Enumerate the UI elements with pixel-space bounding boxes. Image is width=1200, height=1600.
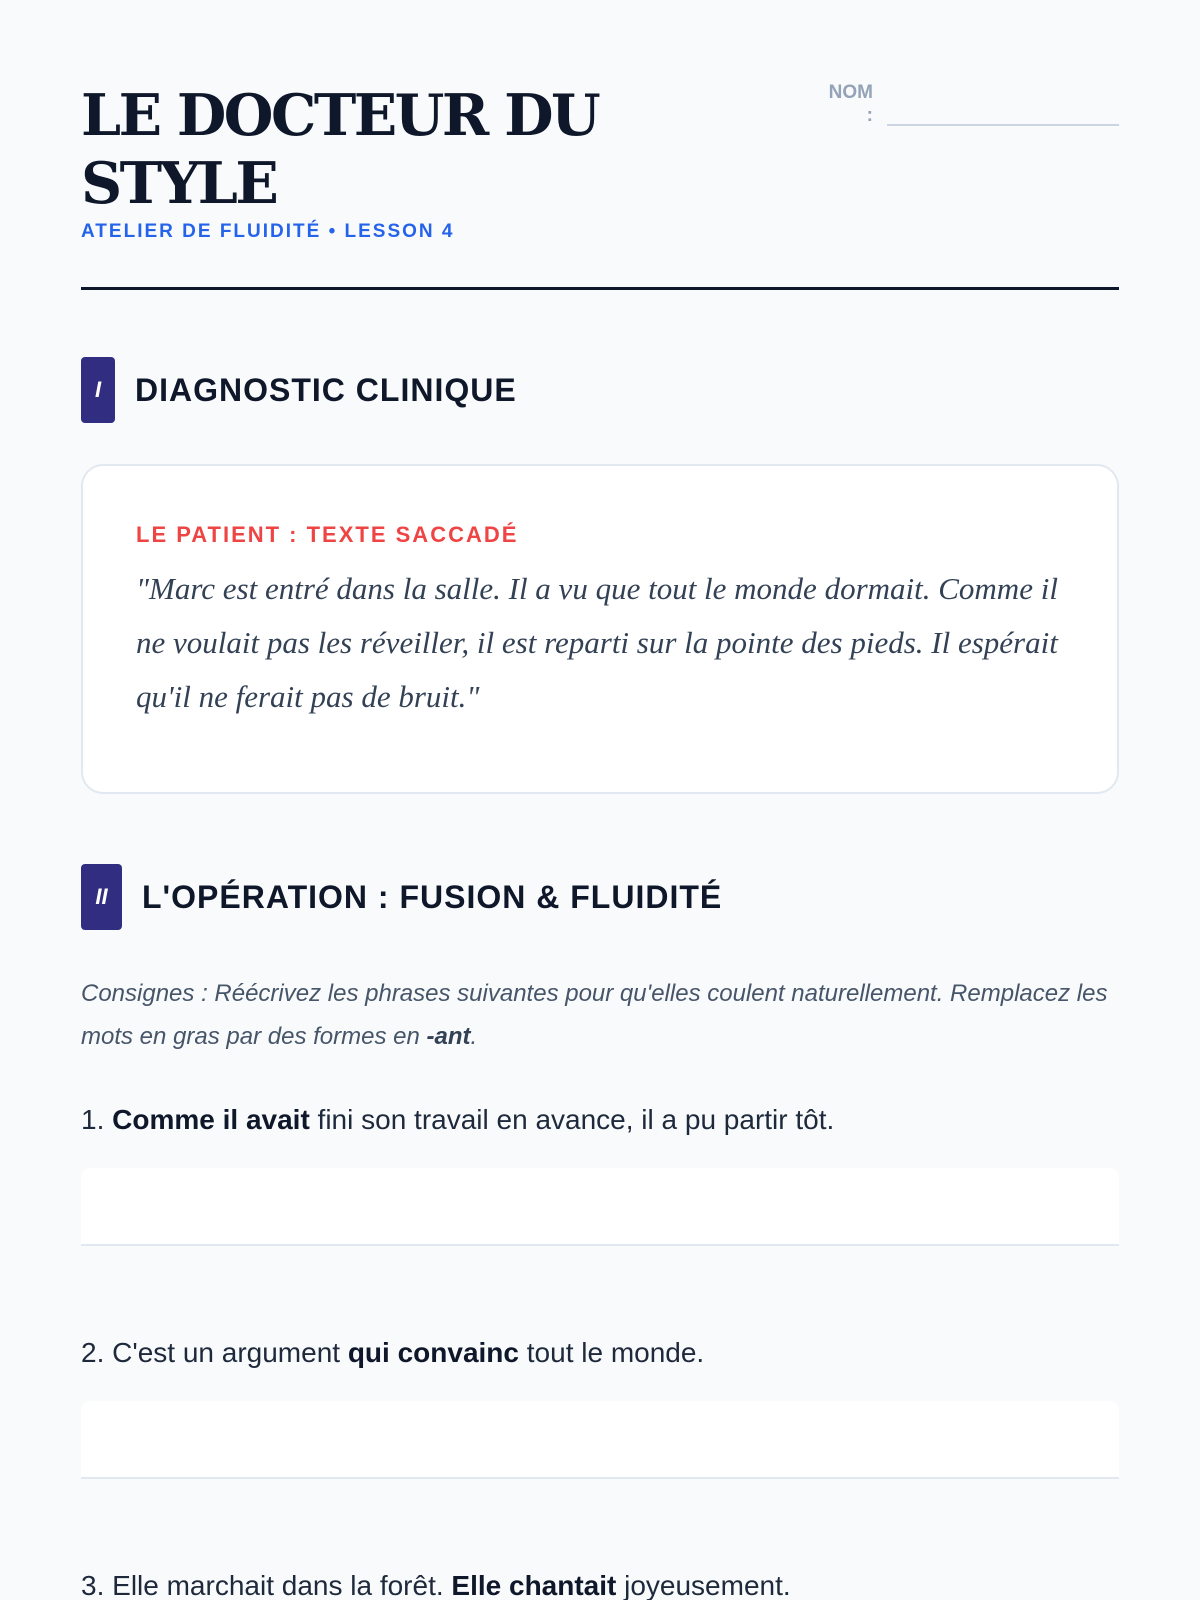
exercise-text-after: tout le monde. <box>518 1337 705 1368</box>
name-field-block <box>741 80 1119 130</box>
instructions-end: . <box>470 1023 478 1050</box>
section-number-badge: I <box>81 357 115 423</box>
exercise-text-after: fini son travail en avance, il a pu partir tôt. <box>309 1104 835 1135</box>
name-input-line[interactable] <box>887 124 1119 126</box>
exercise-number: 2. <box>81 1337 105 1368</box>
instructions-suffix-ant: -ant <box>426 1023 471 1050</box>
exercise-number: 1. <box>81 1104 105 1135</box>
patient-label: LE PATIENT : TEXTE SACCADÉ <box>136 522 519 547</box>
section-title-diagnostic: DIAGNOSTIC CLINIQUE <box>135 372 517 408</box>
instructions-main: Consignes : Réécrivez les phrases suivantes pour qu'elles coulent naturellement. Remplacez les mots en gras par des formes en <box>81 980 1108 1050</box>
name-colon: : <box>866 105 873 126</box>
exercise-text-before: Elle marchait dans la forêt. <box>104 1570 452 1600</box>
exercise-bold-words: Elle chantait <box>451 1570 617 1600</box>
worksheet-subtitle: ATELIER DE FLUIDITÉ • LESSON 4 <box>81 221 455 242</box>
worksheet-title: LE DOCTEUR DU STYLE <box>81 82 599 217</box>
exercise-item <box>81 1100 1119 1140</box>
exercise-text-after: joyeusement. <box>616 1570 791 1600</box>
answer-field[interactable] <box>81 1401 1119 1479</box>
exercise-sentence <box>81 1566 1119 1600</box>
exercise-sentence <box>81 1100 1119 1140</box>
exercise-sentence <box>81 1333 1119 1373</box>
patient-text-card <box>81 464 1119 794</box>
section-operation-header <box>81 864 881 930</box>
exercise-item <box>81 1566 1119 1600</box>
patient-text: "Marc est entré dans la salle. Il a vu que tout le monde dormait. Comme il ne voulait pas les réveiller, il est reparti sur la pointe des pieds. Il espérait qu'il ne ferait pas de bruit." <box>136 571 1058 714</box>
section-number-badge: II <box>81 864 122 930</box>
section-diagnostic-header <box>81 357 681 423</box>
answer-field[interactable] <box>81 1168 1119 1246</box>
exercise-text-before <box>104 1104 112 1135</box>
section-title-operation: L'OPÉRATION : FUSION & FLUIDITÉ <box>142 879 723 915</box>
exercise-bold-words: Comme il avait <box>112 1104 310 1135</box>
worksheet-header <box>81 0 1119 290</box>
exercise-text-before: C'est un argument <box>104 1337 348 1368</box>
exercise-item <box>81 1333 1119 1373</box>
exercise-bold-words: qui convainc <box>347 1337 519 1368</box>
name-label: NOM <box>828 82 873 103</box>
instructions-text <box>81 972 1141 1058</box>
exercise-number: 3. <box>81 1570 105 1600</box>
